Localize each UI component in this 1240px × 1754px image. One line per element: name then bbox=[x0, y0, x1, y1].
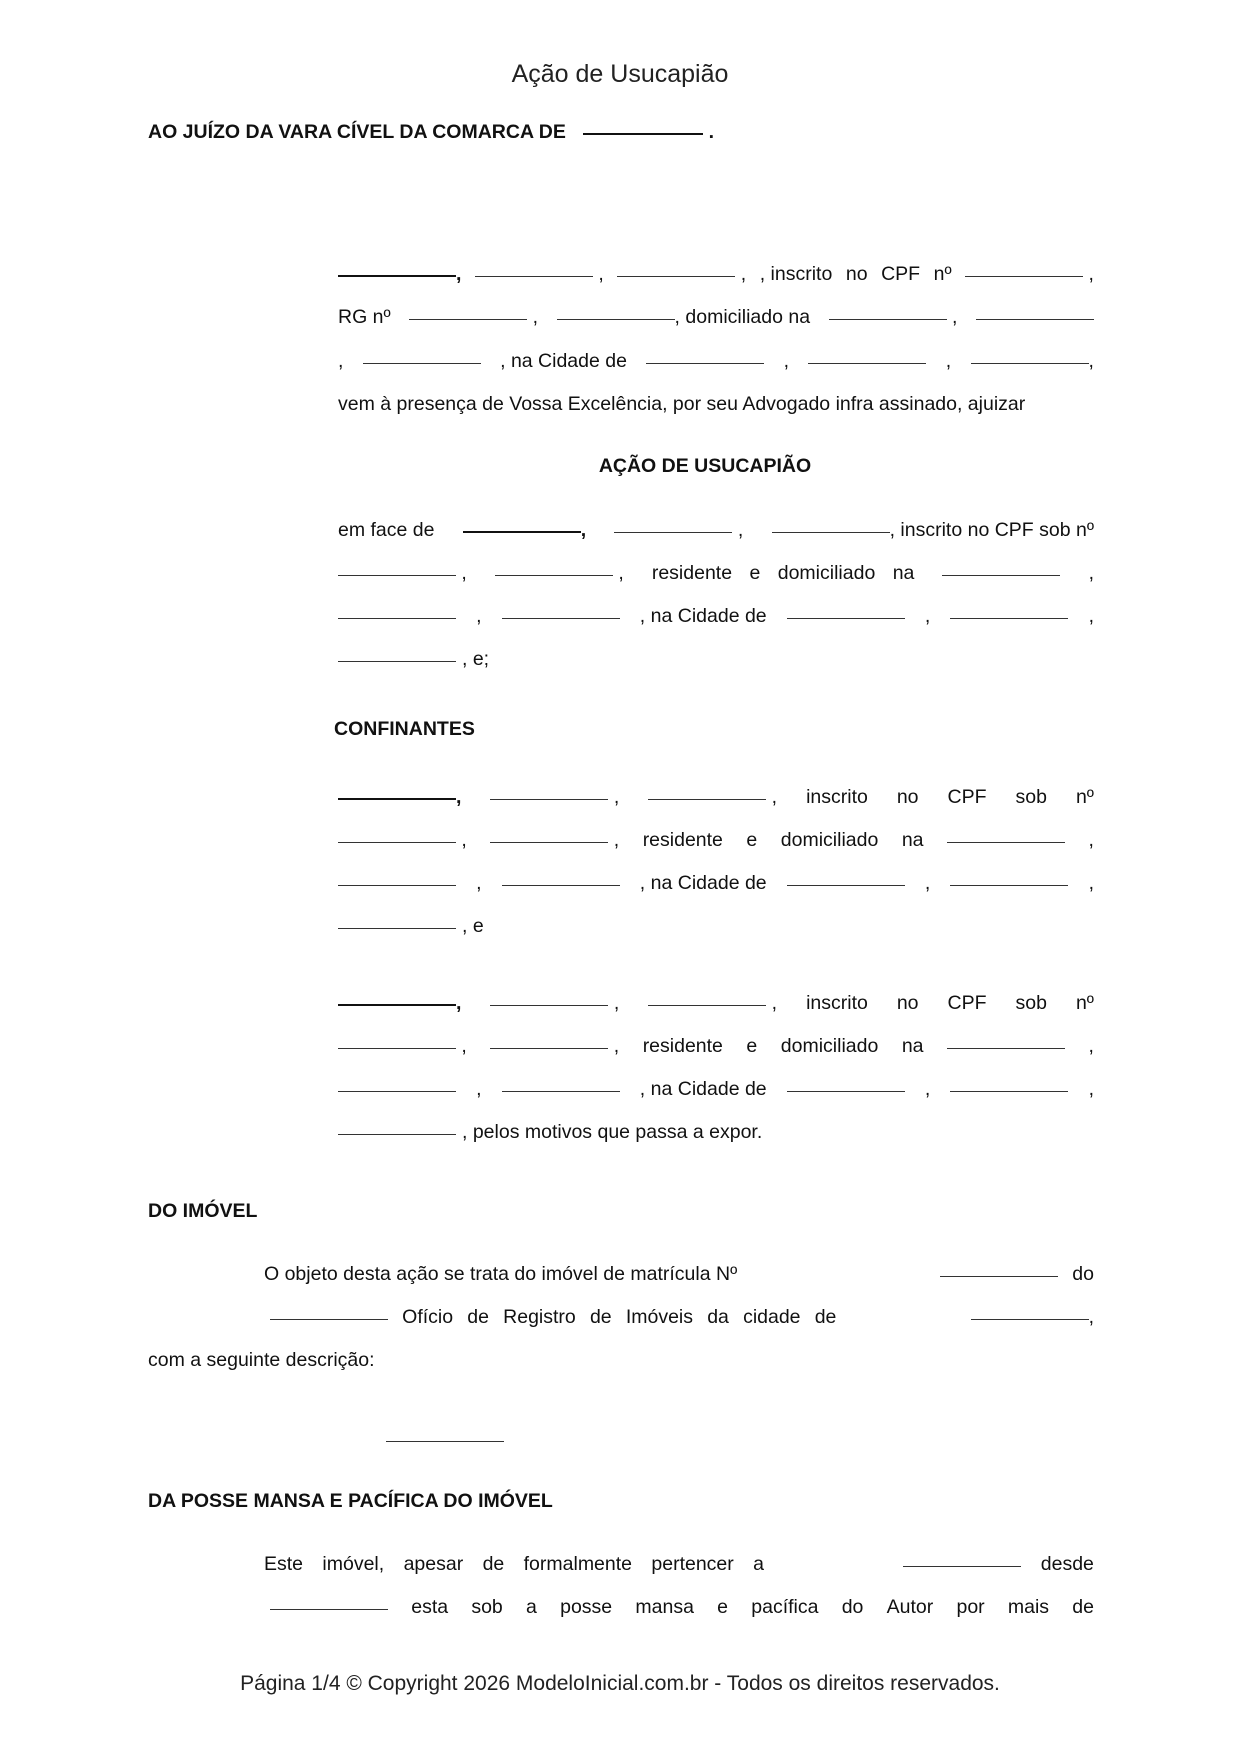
plaintiff-cpf-blank[interactable] bbox=[965, 276, 1083, 277]
plaintiff-rg-blank[interactable] bbox=[409, 319, 527, 320]
sob-word: sob bbox=[1015, 786, 1047, 808]
cpf-word: CPF bbox=[947, 992, 987, 1014]
cidade-text: , na Cidade de bbox=[639, 872, 767, 894]
e-word: e bbox=[717, 1596, 729, 1618]
confinante2-state-blank[interactable] bbox=[950, 1091, 1068, 1092]
confinante1-cep-blank[interactable] bbox=[338, 928, 456, 929]
confinante1-district-blank[interactable] bbox=[502, 885, 620, 886]
addressee-line bbox=[148, 121, 714, 144]
confinante1-line-4 bbox=[338, 915, 1094, 938]
defendant-cpf-blank[interactable] bbox=[338, 575, 456, 576]
n-word: nº bbox=[933, 263, 952, 285]
residente-word: residente bbox=[642, 1035, 723, 1057]
confinante2-line-1: , , , inscrito no CPF sob nº bbox=[338, 992, 1094, 1015]
confinante2-status-blank[interactable] bbox=[648, 1005, 766, 1006]
confinante1-address-blank[interactable] bbox=[947, 842, 1065, 843]
inscrito-word: inscrito bbox=[806, 992, 868, 1014]
na-word: na bbox=[901, 1035, 924, 1057]
imovel-heading: DO IMÓVEL bbox=[148, 1200, 258, 1222]
addressee-end: . bbox=[708, 121, 715, 143]
confinante2-nationality-blank[interactable] bbox=[490, 1005, 608, 1006]
cidade-text: , na Cidade de bbox=[500, 350, 627, 372]
document-title: Ação de Usucapião bbox=[511, 60, 729, 88]
residente-text: residente e domiciliado na bbox=[651, 562, 915, 584]
confinante1-cpf-blank[interactable] bbox=[338, 842, 456, 843]
confinante1-name-blank[interactable] bbox=[338, 798, 456, 800]
domiciliado-word: domiciliado bbox=[780, 1035, 879, 1057]
em-face-de: em face de bbox=[338, 519, 435, 541]
no-word: no bbox=[896, 786, 919, 808]
plaintiff-line-1: , , , , inscrito no CPF nº , bbox=[338, 263, 1094, 286]
confinante1-status-blank[interactable] bbox=[648, 799, 766, 800]
mais-word: mais bbox=[1007, 1596, 1050, 1618]
defendant-cep-blank[interactable] bbox=[338, 661, 456, 662]
formalmente-word: formalmente bbox=[523, 1553, 633, 1575]
plaintiff-state-blank[interactable] bbox=[808, 363, 926, 364]
a-word: a bbox=[753, 1553, 765, 1575]
oficio-word: Ofício bbox=[402, 1306, 454, 1328]
rg-label: RG nº bbox=[338, 306, 391, 328]
action-title: AÇÃO DE USUCAPIÃO bbox=[598, 455, 812, 477]
oficio-number-blank[interactable] bbox=[270, 1319, 388, 1320]
confinante2-rg-blank[interactable] bbox=[490, 1048, 608, 1049]
de-word: de bbox=[482, 1553, 505, 1575]
esta-word: esta bbox=[411, 1596, 449, 1618]
cpf-word: CPF bbox=[947, 786, 987, 808]
e-word: e bbox=[746, 1035, 758, 1057]
do-word: do bbox=[841, 1596, 864, 1618]
defendant-status-blank[interactable] bbox=[772, 532, 890, 533]
defendant-rg-blank[interactable] bbox=[495, 575, 613, 576]
na-word: na bbox=[901, 829, 924, 851]
por-word: por bbox=[956, 1596, 985, 1618]
confinante2-name-blank[interactable] bbox=[338, 1004, 456, 1006]
cpf-word: CPF bbox=[881, 263, 921, 285]
imovel-line-1 bbox=[264, 1263, 1094, 1286]
registro-word: Registro bbox=[503, 1306, 576, 1328]
inscrito-word: inscrito bbox=[806, 786, 868, 808]
plaintiff-line-2: RG nº , , domiciliado na , bbox=[338, 306, 1094, 329]
imovel-word: imóvel, bbox=[322, 1553, 385, 1575]
presence-text: vem à presença de Vossa Excelência, por seu Advogado infra assinado, ajuizar bbox=[338, 393, 1026, 415]
confinantes-heading: CONFINANTES bbox=[334, 718, 475, 740]
defendant-line-2: , , residente e domiciliado na , bbox=[338, 562, 1094, 585]
de-word: de bbox=[1072, 1596, 1094, 1618]
confinante2-line-3: , , na Cidade de , , bbox=[338, 1078, 1094, 1101]
confinante2-number-blank[interactable] bbox=[338, 1091, 456, 1092]
domiciliado-word: domiciliado bbox=[780, 829, 879, 851]
confinante1-nationality-blank[interactable] bbox=[490, 799, 608, 800]
confinante1-number-blank[interactable] bbox=[338, 885, 456, 886]
comma: , bbox=[338, 350, 344, 372]
descricao-blank[interactable] bbox=[386, 1441, 504, 1442]
n-word: nº bbox=[1075, 992, 1094, 1014]
cidade-text: , na Cidade de bbox=[639, 605, 767, 627]
motivos-text: , pelos motivos que passa a expor. bbox=[462, 1121, 763, 1143]
pacifica-word: pacífica bbox=[751, 1596, 819, 1618]
plaintiff-city-blank[interactable] bbox=[646, 363, 764, 364]
no-word: no bbox=[845, 263, 868, 285]
inscrito-cpf-text: , inscrito no CPF sob nº bbox=[889, 519, 1094, 541]
de-word: de bbox=[467, 1306, 489, 1328]
de-word: de bbox=[814, 1306, 837, 1328]
descricao-text: com a seguinte descrição: bbox=[148, 1349, 375, 1371]
plaintiff-line-4 bbox=[338, 393, 1094, 416]
confinante1-state-blank[interactable] bbox=[950, 885, 1068, 886]
defendant-name-blank[interactable] bbox=[463, 531, 581, 533]
inscrito-word: , inscrito bbox=[759, 263, 833, 285]
confinante1-line-3: , , na Cidade de , , bbox=[338, 872, 1094, 895]
descricao-blank-wrap bbox=[386, 1432, 504, 1450]
defendant-city-blank[interactable] bbox=[787, 618, 905, 619]
plaintiff-address-blank[interactable] bbox=[829, 319, 947, 320]
defendant-state-blank[interactable] bbox=[950, 618, 1068, 619]
residente-word: residente bbox=[642, 829, 723, 851]
e-text: , e bbox=[462, 915, 484, 937]
desde-word: desde bbox=[1040, 1553, 1094, 1575]
imovel-city-blank[interactable] bbox=[971, 1319, 1089, 1320]
page-footer: Página 1/4 © Copyright 2026 ModeloInicial.com.br - Todos os direitos reservados. bbox=[240, 1672, 1000, 1695]
matricula-text: O objeto desta ação se trata do imóvel de matrícula Nº bbox=[264, 1263, 738, 1285]
mansa-word: mansa bbox=[635, 1596, 694, 1618]
matricula-blank[interactable] bbox=[940, 1276, 1058, 1277]
e-word: e bbox=[746, 829, 758, 851]
da-word: da bbox=[707, 1306, 729, 1328]
confinante1-city-blank[interactable] bbox=[787, 885, 905, 886]
de-word: de bbox=[589, 1306, 612, 1328]
confinante2-cep-blank[interactable] bbox=[338, 1134, 456, 1135]
plaintiff-status-blank[interactable] bbox=[617, 276, 735, 277]
defendant-address-blank[interactable] bbox=[942, 575, 1060, 576]
este-word: Este bbox=[264, 1553, 304, 1575]
defendant-number-blank[interactable] bbox=[338, 618, 456, 619]
confinante2-district-blank[interactable] bbox=[502, 1091, 620, 1092]
posse-heading: DA POSSE MANSA E PACÍFICA DO IMÓVEL bbox=[148, 1490, 553, 1512]
plaintiff-line-3: , , na Cidade de , , , bbox=[338, 350, 1094, 372]
plaintiff-nationality-blank[interactable] bbox=[475, 276, 593, 277]
apesar-word: apesar bbox=[403, 1553, 464, 1575]
defendant-district-blank[interactable] bbox=[502, 618, 620, 619]
domiciliado-text: , domiciliado na bbox=[674, 306, 811, 328]
plaintiff-name-blank[interactable] bbox=[338, 275, 456, 277]
do-word: do bbox=[1072, 1263, 1094, 1285]
defendant-line-1: em face de , , , inscrito no CPF sob nº bbox=[338, 519, 1094, 541]
owner-blank[interactable] bbox=[903, 1566, 1021, 1567]
plaintiff-district-blank[interactable] bbox=[363, 363, 481, 364]
posse-line-2 bbox=[270, 1596, 1094, 1619]
confinante1-line-1: , , , inscrito no CPF sob nº bbox=[338, 786, 1094, 809]
cidade-text: , na Cidade de bbox=[639, 1078, 767, 1100]
confinante1-rg-blank[interactable] bbox=[490, 842, 608, 843]
no-word: no bbox=[896, 992, 919, 1014]
plaintiff-number-blank[interactable] bbox=[976, 319, 1094, 320]
defendant-line-3: , , na Cidade de , , bbox=[338, 605, 1094, 628]
n-word: nº bbox=[1075, 786, 1094, 808]
confinante1-line-2: , , residente e domiciliado na , bbox=[338, 829, 1094, 852]
autor-word: Autor bbox=[886, 1596, 934, 1618]
confinante2-line-4 bbox=[338, 1121, 1094, 1144]
plaintiff-cep-blank[interactable] bbox=[971, 363, 1089, 364]
imoveis-word: Imóveis bbox=[625, 1306, 694, 1328]
confinante2-cpf-blank[interactable] bbox=[338, 1048, 456, 1049]
a-word: a bbox=[526, 1596, 537, 1618]
pertencer-word: pertencer bbox=[651, 1553, 734, 1575]
sob-word: sob bbox=[471, 1596, 503, 1618]
comarca-blank[interactable] bbox=[583, 133, 703, 135]
defendant-nationality-blank[interactable] bbox=[614, 532, 732, 533]
posse-line-1 bbox=[264, 1553, 1094, 1576]
confinante2-city-blank[interactable] bbox=[787, 1091, 905, 1092]
cidade-word: cidade bbox=[743, 1306, 801, 1328]
e-text: , e; bbox=[462, 648, 490, 670]
defendant-line-4 bbox=[338, 648, 1094, 671]
confinante2-line-2: , , residente e domiciliado na , bbox=[338, 1035, 1094, 1058]
posse-word: posse bbox=[560, 1596, 613, 1618]
confinante2-address-blank[interactable] bbox=[947, 1048, 1065, 1049]
sob-word: sob bbox=[1015, 992, 1047, 1014]
addressee-text: AO JUÍZO DA VARA CÍVEL DA COMARCA DE bbox=[148, 121, 566, 143]
imovel-line-2: Ofício de Registro de Imóveis da cidade de , bbox=[270, 1306, 1094, 1329]
since-blank[interactable] bbox=[270, 1609, 388, 1610]
plaintiff-profession-blank[interactable] bbox=[557, 319, 675, 320]
